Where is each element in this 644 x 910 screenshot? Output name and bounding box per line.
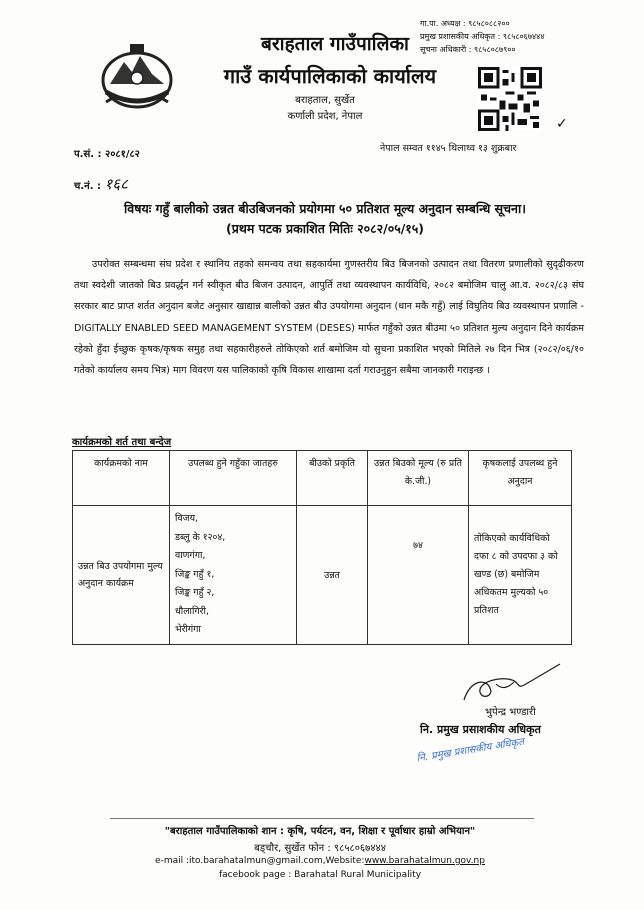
variety-item: धौलागिरी, [175, 605, 209, 617]
nepal-sambat-date: नेपाल सम्वत ११४५ थिलाथ्व १३ शुक्रबार [380, 143, 517, 154]
footer-website-link[interactable]: www.barahatalmun.gov.np [364, 856, 485, 866]
variety-item: वाणगंगा, [175, 550, 206, 561]
ps-value: २०८१/८२ [105, 149, 140, 160]
variety-item: डब्लु के १२०४, [175, 531, 226, 543]
nepal-emblem-logo [96, 40, 178, 110]
office-name: गाउँ कार्यपालिकाको कार्यालय [223, 64, 437, 88]
qr-code-icon [478, 67, 542, 131]
header-varieties: उपलब्ध हुने गहुँका जातहरु [170, 451, 297, 506]
terms-table [72, 450, 572, 645]
variety-item: जिङ्क गहुँ २, [175, 587, 215, 598]
footer-email: e-mail :ito.barahatalmun@gmail.com,Website: [155, 856, 365, 866]
official-stamp: नि. प्रमुख प्रशासकीय अधिकृत [416, 736, 525, 765]
cell-varieties [170, 506, 297, 645]
variety-item: जिङ्क गहुँ १, [175, 568, 215, 580]
contact-cao: प्रमुख प्रशासकीय अधिकृत : ९८५८०६७४४४ [420, 32, 545, 41]
variety-item: भेरीगंगा [175, 624, 201, 635]
contact-info-officer: सूचना अधिकारी : ९८५८०८७९०० [420, 45, 516, 54]
cn-label: च.नं. : [74, 181, 101, 192]
subject-line: विषयः गहुँ बालीको उन्नत बीउबिजनको प्रयोगमा ५० प्रतिशत मूल्य अनुदान सम्बन्धि सूचना। [124, 201, 526, 216]
ps-label: प.सं. : [74, 149, 102, 160]
address-line-1: बराहताल, सुर्खेत [295, 95, 355, 106]
handwritten-mark-icon: ✓ [556, 116, 568, 132]
header-subsidy: कृषकलाई उपलब्ध हुने अनुदान [469, 451, 572, 506]
header-program: कार्यक्रमको नाम [73, 451, 170, 506]
table-caption: कार्यक्रमको शर्त तथा बन्देज [72, 437, 172, 448]
address-line-2: कर्णाली प्रदेश, नेपाल [287, 111, 363, 122]
signatory-name: भुपेन्द्र भण्डारी [485, 707, 536, 718]
contact-chair: गा.पा. अध्यक्ष : ९८५८०८८२०० [420, 19, 510, 28]
table-row [73, 506, 572, 645]
signatory-title: नि. प्रमुख प्रसाशकीय अधिकृत [420, 723, 541, 736]
contact-list [420, 17, 590, 56]
signature-mark [456, 660, 566, 706]
footer-slogan: "बराहताल गाउँपालिकाको शान : कृषि, पर्यटन, वन, शिक्षा र पूर्वाधार हाम्रो अभियान" [164, 826, 476, 837]
variety-item: विजय, [175, 513, 199, 524]
cell-subsidy: तोकिएको कार्यविधिको दफा ८ को उपदफा ३ को खण्ड (छ) बमोजिम अधिकतम मुल्यको ५० प्रतिशत [469, 506, 572, 645]
footer-contact [80, 856, 560, 866]
publication-date-line: (प्रथम पटक प्रकाशित मितिः २०८२/०५/१५) [226, 221, 424, 236]
header-nature: बीउको प्रकृति [297, 451, 368, 506]
cell-nature: उन्नत [297, 506, 368, 645]
org-name: बराहताल गाउँपालिका [261, 33, 409, 55]
table-header-row [73, 451, 572, 506]
footer-phone: बड्चौर, सुर्खेत फोन : ९८५८०६७४४४ [254, 843, 386, 854]
header-price: उन्नत बिउको मूल्य (रु प्रति के.जी.) [368, 451, 469, 506]
reference-cn [74, 174, 128, 194]
footer-divider [110, 818, 534, 819]
cell-price: ७४ [368, 506, 469, 645]
reference-ps [74, 146, 140, 160]
cell-program: उन्नत बिउ उपयोगमा मुल्य अनुदान कार्यक्रम [73, 506, 170, 645]
footer-facebook: facebook page : Barahatal Rural Municipality [218, 870, 422, 880]
notice-body: उपरोक्त सम्बन्धमा संघ प्रदेश र स्थानिय तहको समन्वय तथा सहकार्यमा गुणस्तरीय बिउ बिजनको उत्पादन तथा वितरण प्रणालीको सुदृढीकरण तथा स्वदेशी जातको बिउ प्रवर्द्धन गर्न स्वीकृत बीउ बिजन उत्पादन, आपुर्ति तथा व्यवस्थापन कार्यविधि, २०८२ बमोजिम चालु आ.व. २०८२/८३ संघ सरकार बाट प्राप्त शर्तत अनुदान बजेट अनुसार खाद्यान्न बालीको उन्नत बीउ उपयोगमा अनुदान (धान मकै गहुँ) लाई विघुतिय बिउ व्यवस्थापन प्रणालि - DIGITALLY ENABLED SEED MANAGEMENT SYSTEM (DESES) मार्फत गहुँको उन्नत बीउमा ५० प्रतिशत मुल्य अनुदान दिने कार्यक्रम रहेको हुँदा ईच्छुक कृषक/कृषक समुह तथा सहकारीहरुले तोकिएको शर्त बमोजिम यो सुचना प्रकाशित भएको मितिले २७ दिन भित्र (२०८२/०६/१० गतेको कार्यालय समय भित्र) माग विवरण यस पालिकाको कृषि विकास शाखामा दर्ता गराउनुहुन सबैमा जानकारी गराइन्छ । [74, 259, 584, 377]
cn-value: १६८ [104, 175, 128, 193]
